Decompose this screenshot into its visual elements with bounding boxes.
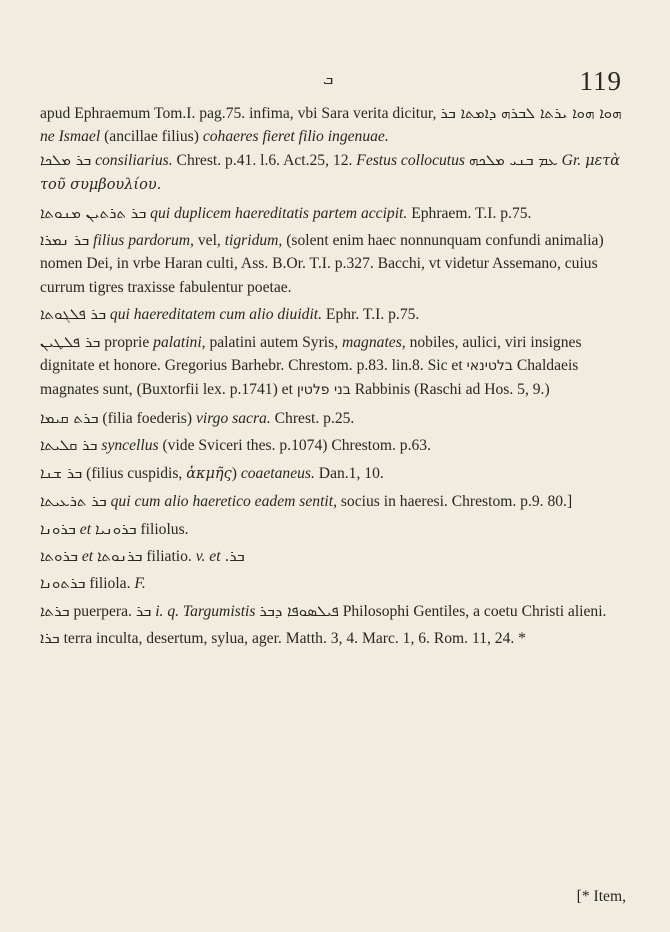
syriac-word: ܒܪ — [135, 601, 152, 620]
italic-text: cohaeres fieret filio ingenuae. — [202, 128, 389, 146]
text-run: (solent enim haec nonnunquam confundi animalia) nomen Dei, in vrbe Haran culti, Ass. B.Or. T.I. p.327. Bacchi, vt videtur Assemano, cuius currum tigres traxisse fabulentur poetae. — [40, 232, 604, 296]
text-run: ) — [231, 464, 241, 482]
italic-text: qui cum alio haeretico eadem sentit, — [106, 493, 337, 511]
italic-text: et — [75, 520, 95, 538]
greek-word: μετὰ τοῦ συμβουλίου. — [40, 152, 621, 194]
text-run: (ancillae filius) — [100, 128, 203, 146]
lexicon-entry — [40, 202, 630, 225]
lexicon-entry — [40, 331, 630, 403]
text-run: (filia foederis) — [98, 409, 196, 427]
lexicon-entry — [40, 600, 630, 623]
page-number: 119 — [579, 66, 622, 96]
lexicon-entry — [40, 434, 630, 457]
syriac-word: ܒܪ ܦܠܓܘܬܐ — [40, 305, 107, 324]
syriac-word: ܒܪ ܬܪܥܝܬܐ — [40, 492, 107, 511]
text-run: filiatio. — [142, 547, 196, 565]
syriac-word: ܒܪܬܘܢܐ — [40, 574, 86, 593]
lexicon-entry — [40, 627, 630, 650]
italic-text: v. et — [195, 547, 221, 565]
italic-text: syncellus — [97, 437, 159, 455]
syriac-word: ܒܪܘܢܝܐ — [94, 519, 137, 538]
lexicon-entry — [40, 462, 630, 486]
text-run: apud Ephraemum Tom.I. pag.75. infima, vbi Sara verita dicitur, — [40, 105, 441, 122]
text-run: vel, — [193, 232, 225, 250]
syriac-word: ܒܪ ܦܠܛܝܢ — [40, 332, 101, 351]
italic-text: coaetaneus. — [240, 464, 315, 482]
text-run: palatini autem Syris, — [205, 333, 342, 351]
italic-text: tigridum, — [224, 232, 283, 250]
text-run: Philosophi Gentiles, a coetu Christi alieni. — [338, 602, 607, 620]
text-run: Ephraem. T.I. p.75. — [407, 204, 532, 222]
syriac-word: ܒܪܢܘܬܐ — [97, 546, 143, 565]
text-run: puerpera. — [69, 602, 136, 620]
lexicon-entry — [40, 102, 630, 149]
hebrew-word: בני פלטין — [296, 382, 351, 399]
lexicon-entry — [40, 518, 630, 541]
syriac-word: ܒܪ ܫܢܐ — [40, 463, 83, 482]
italic-text: palatini, — [153, 333, 206, 351]
lexicon-entry — [40, 490, 630, 513]
text-run: (filius cuspidis, — [82, 464, 187, 482]
lexicon-entry — [40, 572, 630, 595]
catchword: [* Item, — [576, 888, 626, 905]
text-run: terra inculta, desertum, sylua, ager. Matth. 3, 4. Marc. 1, 6. Rom. 11, 24. * — [59, 630, 526, 648]
syriac-word: ܒܪܬܐ — [40, 601, 70, 620]
italic-text: qui haereditatem cum alio diuidit. — [106, 306, 323, 324]
lexicon-entry — [40, 149, 630, 198]
italic-text: consiliarius. — [91, 151, 173, 169]
text-run: Ephr. T.I. p.75. — [322, 306, 420, 324]
syriac-word: ܗܘܐ ܗܘܐ ܝܪܬܐ ܠܒܪܗ ܕܐܡܬܐ ܒܪ — [440, 104, 622, 122]
text-run: (vide Sviceri thes. p.1074) Chrestom. p.63. — [158, 437, 431, 455]
page-header — [0, 66, 670, 100]
lexicon-entry — [40, 545, 630, 568]
text-run: proprie — [100, 333, 154, 351]
syriac-word: ܒܪ ܢܡܪܐ — [40, 231, 90, 250]
italic-text: qui duplicem haereditatis partem accipit. — [146, 204, 408, 222]
syriac-word: ܒܪܘܬܐ — [40, 546, 78, 565]
hebrew-word: בלטינאי — [466, 358, 513, 375]
text-run: filiolus. — [136, 520, 189, 538]
italic-text: F. — [134, 575, 146, 593]
text-run: socius in haeresi. Chrestom. p.9. 80.] — [336, 493, 573, 511]
syriac-word: ܒܪ ܡܠܟܐ — [40, 150, 92, 169]
text-run: Chrest. p.41. l.6. Act.25, 12. — [172, 151, 357, 169]
italic-text: i. q. Targumistis — [151, 602, 256, 620]
syriac-word: ܦܝܠܣܘܦܐ ܕܒܪ — [259, 601, 339, 620]
italic-text: filius pardorum, — [89, 232, 194, 250]
italic-text: Festus collocutus — [356, 151, 466, 169]
text-run: Chrest. p.25. — [270, 409, 355, 427]
syriac-word: ܒܪܘܢܐ — [40, 519, 76, 538]
italic-text: et — [77, 547, 97, 565]
syriac-word: ܒܪܐ — [40, 629, 60, 648]
text-run: Rabbinis (Raschi ad Hos. 5, 9.) — [350, 381, 550, 399]
italic-text: ne Ismael — [40, 128, 101, 146]
syriac-word: ܒܪ ܩܠܝܬܐ — [40, 436, 98, 455]
lexicon-entry — [40, 407, 630, 430]
syriac-word: ܥܡ ܒܢܝ ܡܠܟܗ — [468, 150, 558, 169]
text-run: Dan.1, 10. — [314, 464, 384, 482]
lexicon-body — [40, 102, 630, 655]
syriac-word: ܒܪܬ ܩܝܡܐ — [40, 408, 99, 427]
text-run: Chaldaeis magnates sunt, (Buxtorfii lex. p.1741) et — [40, 357, 579, 399]
lexicon-entry — [40, 229, 630, 299]
syriac-word: ܒܪ ܬܪܬܝܢ ܡܢܘܬܐ — [40, 203, 147, 222]
text-run: filiola. — [85, 575, 135, 593]
running-head-syriac: ܒ — [323, 70, 334, 88]
text-run: nobiles, aulici, viri insignes dignitate et honore. Gregorius Barhebr. Chrestom. p.83. lin.8. Sic et — [40, 333, 582, 375]
lexicon-entry — [40, 303, 630, 326]
italic-text: Gr. — [557, 151, 586, 169]
italic-text: virgo sacra. — [195, 409, 271, 427]
greek-word: ἀκμῆς — [186, 465, 232, 482]
syriac-word: ܒܪ. — [224, 546, 245, 565]
italic-text: magnates, — [342, 333, 406, 351]
